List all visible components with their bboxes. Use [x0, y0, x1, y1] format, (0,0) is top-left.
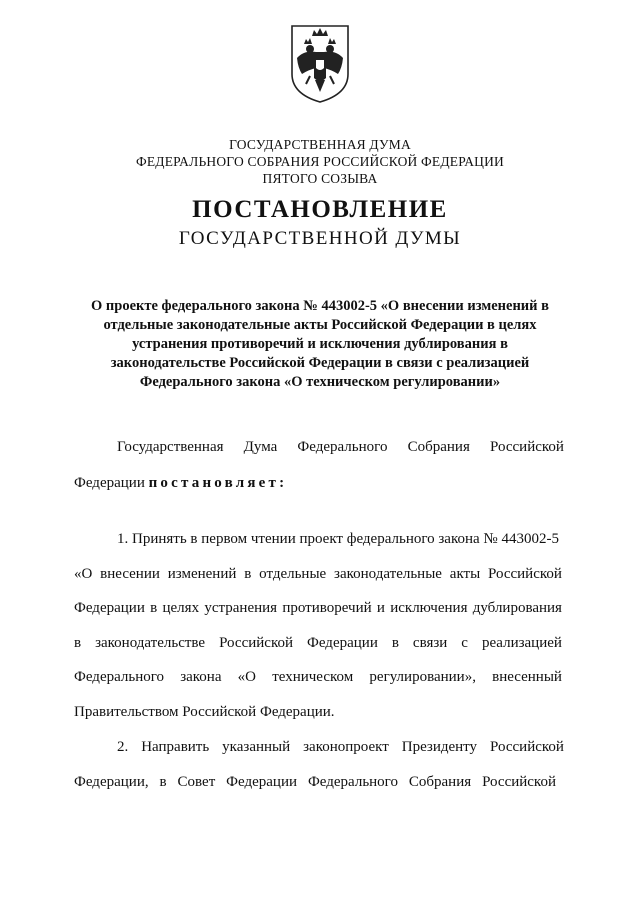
paragraph-1-line-6: Правительством Российской Федерации.	[74, 704, 335, 720]
paragraph-2-line-1	[117, 737, 564, 757]
word: «О	[237, 669, 257, 685]
subject-line: Федерального закона «О техническом регулировании»	[139, 374, 501, 390]
word: техническом	[272, 669, 354, 685]
word: внесении	[100, 566, 160, 582]
word: отдельные	[259, 566, 327, 582]
word: изменений	[167, 566, 237, 582]
word: Федерального	[307, 774, 398, 790]
word: внесенный	[492, 669, 562, 685]
word: реализацией	[481, 635, 562, 651]
word: 2.	[117, 739, 129, 755]
header-line: ПЯТОГО СОЗЫВА	[262, 171, 378, 186]
word: Дума	[243, 439, 278, 455]
word: законодательстве	[95, 635, 206, 651]
word: Федерального	[74, 669, 165, 685]
word: регулировании»,	[369, 669, 476, 685]
word: в	[150, 600, 158, 616]
word: акты	[449, 566, 481, 582]
word: указанный	[222, 739, 291, 755]
word: целях	[162, 600, 200, 616]
word: законодательные	[334, 566, 442, 582]
word: Федерации	[74, 600, 145, 616]
word: дублирования	[472, 600, 562, 616]
resolution-verb: постановляет:	[148, 475, 288, 491]
word: Федерации	[226, 774, 298, 790]
word: в	[74, 635, 82, 651]
word: Собрания	[408, 774, 472, 790]
word: противоречий	[282, 600, 372, 616]
intro-line-2	[74, 473, 562, 493]
document-subject	[60, 297, 580, 392]
word: Российской	[490, 439, 564, 455]
word: Российской	[482, 774, 556, 790]
subject-line: законодательстве Российской Федерации в связи с реализацией	[110, 355, 530, 371]
word: Федерального	[297, 439, 388, 455]
word: связи	[412, 635, 448, 651]
word: в	[391, 635, 399, 651]
word: устранения	[204, 600, 278, 616]
paragraph-2-line-2	[74, 772, 556, 792]
word: Российской	[490, 739, 564, 755]
word: Российской	[488, 566, 562, 582]
paragraph-1-line-5	[74, 667, 562, 687]
paragraph-1-line-3	[74, 598, 562, 618]
paragraph-1-line-1: 1. Принять в первом чтении проект федерального закона № 443002-5	[117, 531, 559, 547]
issuing-body-header	[0, 136, 640, 187]
word: Государственная	[117, 439, 224, 455]
word: законопроект	[303, 739, 389, 755]
word: Президенту	[401, 739, 478, 755]
word: в	[244, 566, 252, 582]
document-type-title: ПОСТАНОВЛЕНИЕ	[192, 196, 448, 223]
subject-line: отдельные законодательные акты Российской Федерации в целях	[103, 317, 537, 333]
header-line: ГОСУДАРСТВЕННАЯ ДУМА	[229, 137, 411, 152]
subject-line: О проекте федерального закона № 443002-5 «О внесении изменений в	[91, 298, 549, 314]
word: закона	[180, 669, 222, 685]
word: Федерации	[307, 635, 378, 651]
header-line: ФЕДЕРАЛЬНОГО СОБРАНИЯ РОССИЙСКОЙ ФЕДЕРАЦИИ	[136, 154, 504, 169]
word: и	[376, 600, 385, 616]
word: в	[159, 774, 167, 790]
word: исключения	[390, 600, 468, 616]
document-issuer-subtitle: ГОСУДАРСТВЕННОЙ ДУМЫ	[178, 228, 462, 249]
word: «О	[74, 566, 93, 582]
word: Собрания	[407, 439, 470, 455]
word: Совет	[177, 774, 216, 790]
russian-coat-of-arms-icon	[286, 22, 354, 104]
word: Федерации,	[74, 774, 149, 790]
subject-line: устранения противоречий и исключения дублирования в	[132, 336, 508, 352]
word: Российской	[219, 635, 294, 651]
intro-text: Федерации	[74, 475, 149, 491]
paragraph-1-line-2	[74, 564, 562, 584]
word: с	[461, 635, 468, 651]
paragraph-1-line-4	[74, 633, 562, 653]
intro-line-1	[117, 437, 564, 457]
word: Направить	[141, 739, 210, 755]
